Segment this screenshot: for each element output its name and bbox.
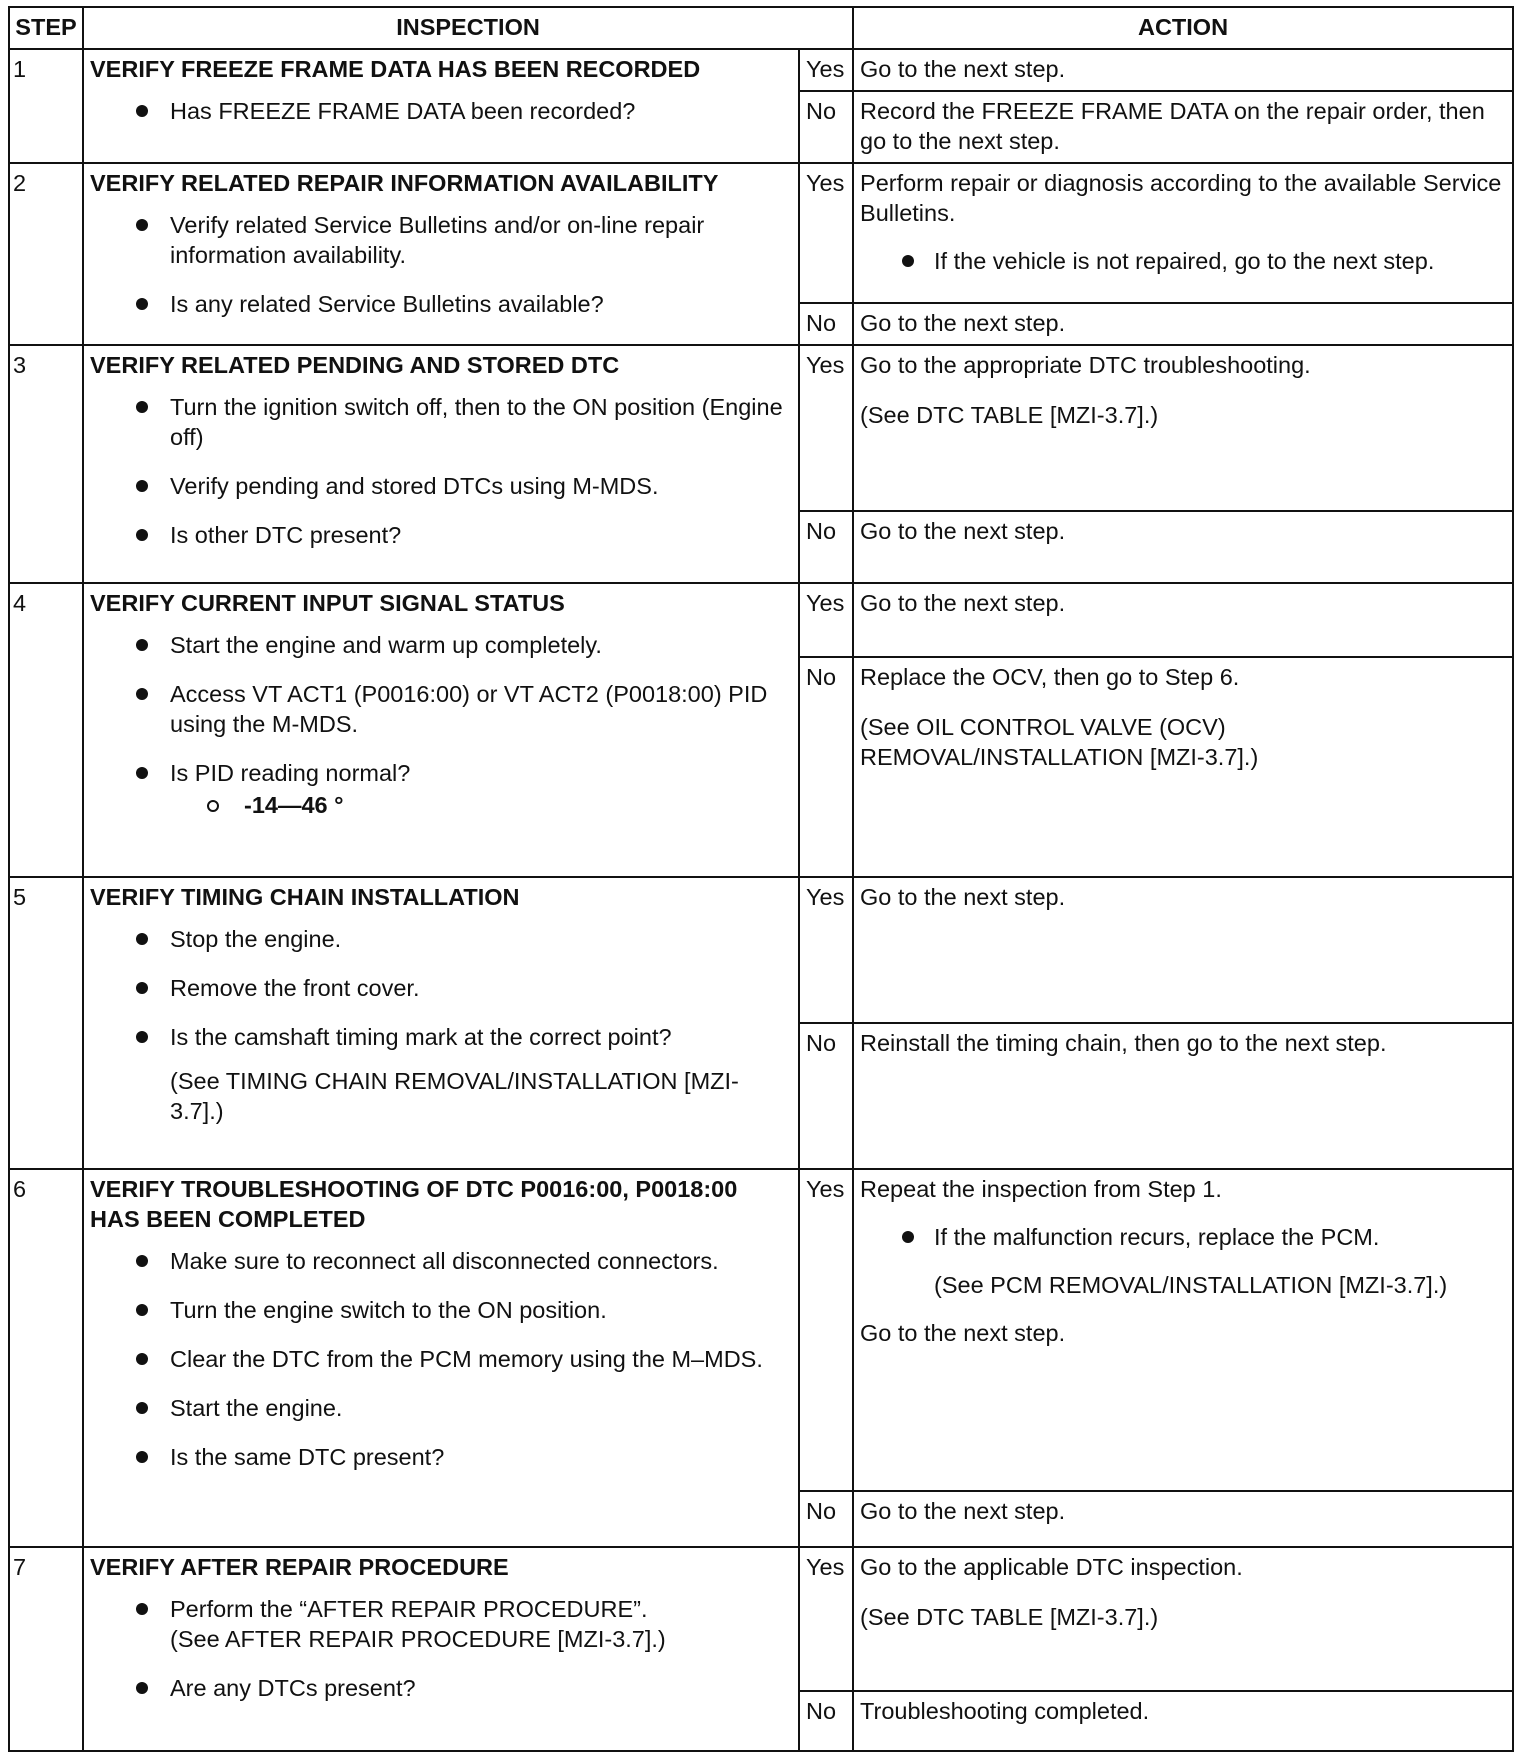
bullet-item: Is any related Service Bulletins available? [90,289,792,319]
step-5-yes-row [9,877,1513,1023]
step-2-yes-row [9,163,1513,303]
bullet-item: Are any DTCs present? [90,1673,792,1703]
action-text: Perform repair or diagnosis according to the available Service Bulletins. [860,170,1502,226]
bullet-item: Make sure to reconnect all disconnected connectors. [90,1246,792,1276]
yes-action [853,583,1513,657]
yes-label: Yes [799,49,853,91]
step-title: VERIFY RELATED REPAIR INFORMATION AVAILABILITY [90,170,719,196]
inspection-cell [83,877,799,1169]
yes-action [853,1547,1513,1691]
header-row [9,7,1513,49]
header-inspection: INSPECTION [83,7,853,49]
yes-label: Yes [799,583,853,657]
bullet-item: Remove the front cover. [90,973,792,1003]
bullet-item: Turn the ignition switch off, then to the ON position (Engine off) [90,392,792,452]
inspection-reference: (See AFTER REPAIR PROCEDURE [MZI-3.7].) [170,1626,666,1652]
action-bullet: If the vehicle is not repaired, go to the next step. [860,246,1506,276]
no-action [853,1691,1513,1751]
bullet-list [90,96,792,126]
bullet-item: Perform the “AFTER REPAIR PROCEDURE”. [90,1594,792,1624]
bullet-item: Start the engine. [90,1393,792,1423]
action-text: Go to the next step. [860,518,1066,544]
action-reference: (See OIL CONTROL VALVE (OCV) REMOVAL/INSTALLATION [MZI-3.7].) [860,714,1259,770]
yes-label: Yes [799,345,853,511]
action-text: Go to the applicable DTC inspection. [860,1554,1243,1580]
bullet-item: Is the same DTC present? [90,1442,792,1472]
action-text: Go to the next step. [860,590,1066,616]
step-title: VERIFY FREEZE FRAME DATA HAS BEEN RECORDED [90,56,701,82]
action-text: Reinstall the timing chain, then go to the next step. [860,1030,1387,1056]
yes-action [853,49,1513,91]
bullet-item: Access VT ACT1 (P0016:00) or VT ACT2 (P0018:00) PID using the M-MDS. [90,679,792,739]
bullet-item: Is the camshaft timing mark at the correct point? [90,1022,792,1052]
bullet-list [90,630,792,788]
bullet-item: Verify pending and stored DTCs using M-MDS. [90,471,792,501]
yes-action [853,877,1513,1023]
yes-label: Yes [799,1169,853,1491]
step-4-yes-row [9,583,1513,657]
step-number: 7 [9,1547,83,1751]
spec-list [90,790,792,820]
step-title: VERIFY AFTER REPAIR PROCEDURE [90,1554,509,1580]
no-label: No [799,1023,853,1169]
step-title: VERIFY TROUBLESHOOTING OF DTC P0016:00, P0018:00 HAS BEEN COMPLETED [90,1176,738,1232]
step-title: VERIFY CURRENT INPUT SIGNAL STATUS [90,590,565,616]
yes-label: Yes [799,1547,853,1691]
bullet-item: Clear the DTC from the PCM memory using the M–MDS. [90,1344,792,1374]
bullet-list [90,1594,792,1624]
inspection-reference: (See TIMING CHAIN REMOVAL/INSTALLATION [MZI-3.7].) [170,1068,739,1124]
bullet-item: Verify related Service Bulletins and/or on-line repair information availability. [90,210,792,270]
bullet-item: Turn the engine switch to the ON position. [90,1295,792,1325]
spec-value: -14—46 ° [90,790,792,820]
step-number: 4 [9,583,83,877]
action-bullet: If the malfunction recurs, replace the PCM. [860,1222,1506,1252]
bullet-item: Stop the engine. [90,924,792,954]
no-label: No [799,657,853,877]
bullet-list [90,1673,792,1703]
no-action [853,657,1513,877]
no-action [853,1023,1513,1169]
no-action [853,91,1513,163]
yes-label: Yes [799,163,853,303]
action-text: Record the FREEZE FRAME DATA on the repair order, then go to the next step. [860,98,1485,154]
action-text: Go to the next step. [860,1498,1066,1524]
no-label: No [799,511,853,583]
no-action [853,303,1513,345]
bullet-item: Has FREEZE FRAME DATA been recorded? [90,96,792,126]
action-text: Repeat the inspection from Step 1. [860,1176,1222,1202]
no-label: No [799,91,853,163]
step-number: 5 [9,877,83,1169]
no-label: No [799,303,853,345]
action-text: Go to the next step. [860,310,1066,336]
action-text: Replace the OCV, then go to Step 6. [860,664,1240,690]
step-3-yes-row [9,345,1513,511]
no-action [853,1491,1513,1547]
inspection-cell [83,163,799,345]
step-number: 6 [9,1169,83,1547]
action-text: Go to the next step. [860,56,1066,82]
bullet-item: Is PID reading normal? [90,758,792,788]
step-7-yes-row [9,1547,1513,1691]
bullet-list [90,392,792,550]
action-reference: (See PCM REMOVAL/INSTALLATION [MZI-3.7].) [934,1272,1448,1298]
inspection-cell [83,1169,799,1547]
yes-label: Yes [799,877,853,1023]
yes-action [853,345,1513,511]
step-title: VERIFY TIMING CHAIN INSTALLATION [90,884,520,910]
no-action [853,511,1513,583]
troubleshooting-table [8,6,1514,1752]
inspection-cell [83,49,799,163]
step-1-yes-row [9,49,1513,91]
step-title: VERIFY RELATED PENDING AND STORED DTC [90,352,620,378]
bullet-item: Start the engine and warm up completely. [90,630,792,660]
inspection-cell [83,1547,799,1751]
bullet-item: Is other DTC present? [90,520,792,550]
step-number: 3 [9,345,83,583]
bullet-list [90,210,792,319]
inspection-cell [83,583,799,877]
step-6-yes-row [9,1169,1513,1491]
action-text: Troubleshooting completed. [860,1698,1150,1724]
yes-action [853,1169,1513,1491]
yes-action [853,163,1513,303]
action-reference: (See DTC TABLE [MZI-3.7].) [860,402,1159,428]
header-step: STEP [9,7,83,49]
no-label: No [799,1691,853,1751]
action-text: Go to the next step. [860,1320,1066,1346]
step-number: 1 [9,49,83,163]
no-label: No [799,1491,853,1547]
header-action: ACTION [853,7,1513,49]
action-text: Go to the appropriate DTC troubleshooting. [860,352,1311,378]
step-number: 2 [9,163,83,345]
action-text: Go to the next step. [860,884,1066,910]
inspection-cell [83,345,799,583]
bullet-list [90,1246,792,1472]
action-reference: (See DTC TABLE [MZI-3.7].) [860,1604,1159,1630]
bullet-list [90,924,792,1052]
